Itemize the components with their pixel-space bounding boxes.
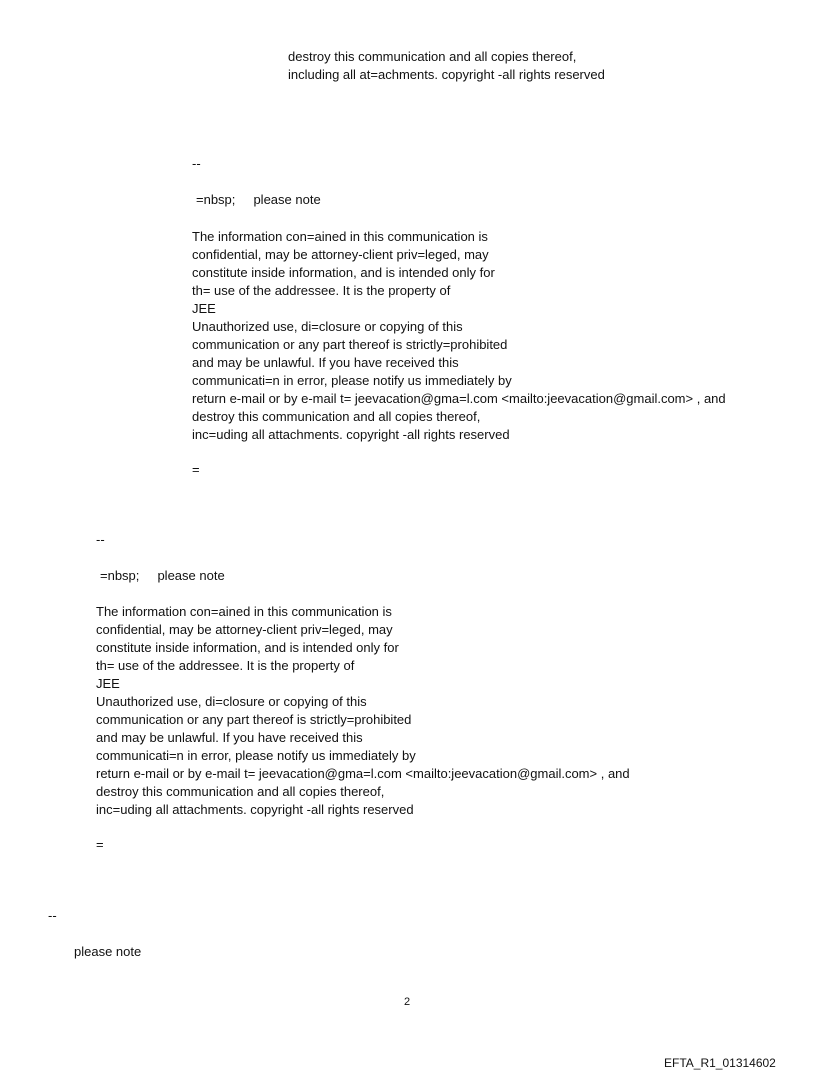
text-line: communication or any part thereof is strictly=prohibited <box>96 712 412 727</box>
text-line: destroy this communication and all copies thereof, <box>192 409 481 424</box>
text-line: communicati=n in error, please notify us immediately by <box>192 373 512 388</box>
notice-heading: =nbsp; please note <box>196 192 321 207</box>
text-line: return e-mail or by e-mail t= jeevacation@gma=l.com <mailto:jeevacation@gmail.com> , and <box>192 391 726 406</box>
text-line: return e-mail or by e-mail t= jeevacation@gma=l.com <mailto:jeevacation@gmail.com> , and <box>96 766 630 781</box>
bates-number: EFTA_R1_01314602 <box>664 1056 776 1070</box>
top-fragment <box>288 48 605 84</box>
text-line: including all at=achments. copyright -all rights reserved <box>288 67 605 82</box>
text-line: The information con=ained in this communication is <box>192 229 488 244</box>
page-number: 2 <box>404 996 411 1008</box>
text-line: inc=uding all attachments. copyright -all rights reserved <box>96 802 414 817</box>
text-line: and may be unlawful. If you have received this <box>192 355 459 370</box>
notice-end: = <box>96 837 104 852</box>
notice-end: = <box>192 462 200 477</box>
notice-body <box>192 228 726 444</box>
notice-heading: =nbsp; please note <box>100 568 225 583</box>
text-line: constitute inside information, and is intended only for <box>96 640 399 655</box>
text-line: JEE <box>96 676 120 691</box>
text-line: confidential, may be attorney-client priv=leged, may <box>96 622 393 637</box>
separator: -- <box>48 908 57 923</box>
text-line: Unauthorized use, di=closure or copying of this <box>96 694 367 709</box>
text-line: Unauthorized use, di=closure or copying of this <box>192 319 463 334</box>
notice-heading: please note <box>74 944 142 959</box>
text-line: communicati=n in error, please notify us immediately by <box>96 748 416 763</box>
text-line: constitute inside information, and is intended only for <box>192 265 495 280</box>
text-line: communication or any part thereof is strictly=prohibited <box>192 337 508 352</box>
text-line: The information con=ained in this communication is <box>96 604 392 619</box>
text-line: inc=uding all attachments. copyright -all rights reserved <box>192 427 510 442</box>
text-line: and may be unlawful. If you have received this <box>96 730 363 745</box>
text-line: th= use of the addressee. It is the property of <box>192 283 451 298</box>
text-line: th= use of the addressee. It is the property of <box>96 658 355 673</box>
separator: -- <box>192 156 201 171</box>
text-line: destroy this communication and all copies thereof, <box>288 49 577 64</box>
separator: -- <box>96 532 105 547</box>
text-line: JEE <box>192 301 216 316</box>
text-line: destroy this communication and all copies thereof, <box>96 784 385 799</box>
notice-body <box>96 603 630 819</box>
text-line: confidential, may be attorney-client priv=leged, may <box>192 247 489 262</box>
